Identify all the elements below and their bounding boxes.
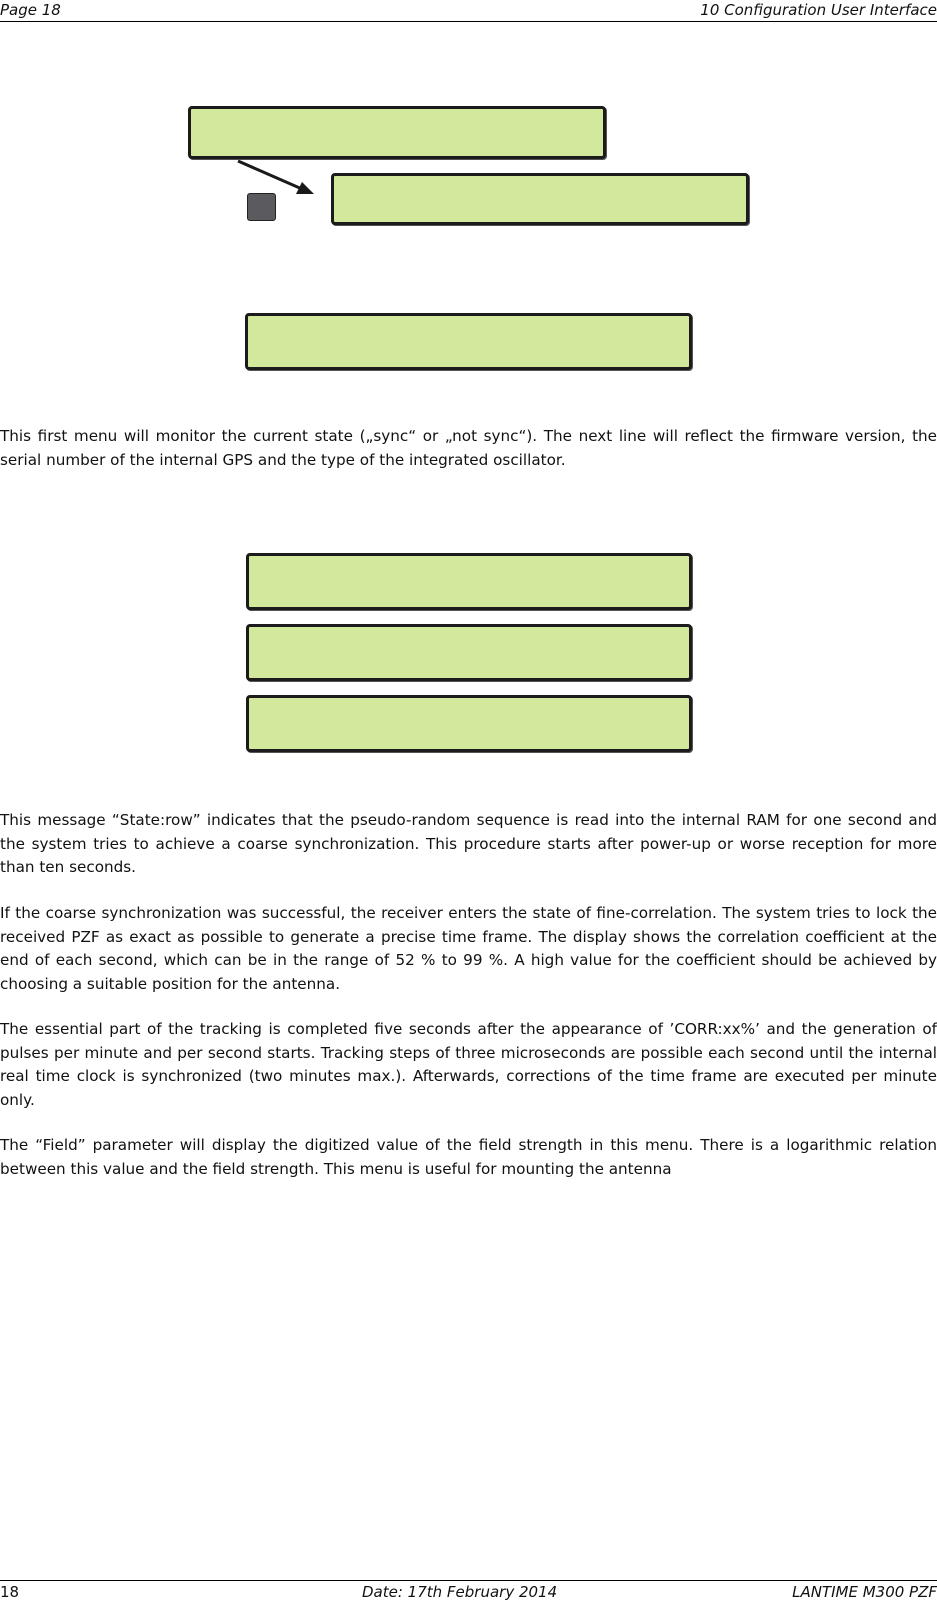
lcd-display-field <box>246 695 692 752</box>
footer-product: LANTIME M300 PZF <box>792 1583 937 1601</box>
header-section-title: 10 Configuration User Interface <box>700 1 937 19</box>
lcd-display-correlation <box>246 624 692 681</box>
footer-rule <box>0 1580 937 1581</box>
arrow-icon <box>230 155 330 205</box>
lcd-display-state-row <box>246 553 692 610</box>
lcd-display-main-menu <box>188 106 606 159</box>
footer-date: Date: 17th February 2014 <box>362 1583 558 1601</box>
header-page-label: Page 18 <box>0 1 61 19</box>
paragraph-state-row: This message “State:row” indicates that the pseudo-random sequence is read into the internal RAM for one second and the system tries to achieve a coarse synchronization. This procedure starts after power-up or worse reception for more than ten seconds. <box>0 811 937 876</box>
key-button[interactable] <box>247 193 276 221</box>
paragraph-field: The “Field” parameter will display the digitized value of the field strength in this menu. There is a logarithmic relation between this value and the field strength. This menu is useful for mounting the antenna <box>0 1136 937 1178</box>
paragraph-tracking: The essential part of the tracking is completed five seconds after the appearance of ’CORR:xx%’ and the generation of pulses per minute and per second starts. Tracking steps of three microseconds are possible each second until the internal real time clock is synchronized (two minutes max.). Afterwards, corrections of the time frame are executed per minute only. <box>0 1020 937 1109</box>
footer-page-number: 18 <box>0 1583 20 1601</box>
paragraph-fine-correlation: If the coarse synchronization was successful, the receiver enters the state of fine-correlation. The system tries to lock the received PZF as exact as possible to generate a precise time frame. The display shows the correlation coefficient at the end of each second, which can be in the range of 52 % to 99 %. A high value for the coefficient should be achieved by choosing a suitable position for the antenna. <box>0 904 937 993</box>
paragraph-first-menu: This first menu will monitor the current state („sync“ or „not sync“). The next line will reflect the firmware version, the serial number of the internal GPS and the type of the integrated oscillator. <box>0 427 937 469</box>
header-rule <box>0 21 937 22</box>
lcd-display-status <box>245 313 692 370</box>
lcd-display-submenu <box>331 173 749 225</box>
